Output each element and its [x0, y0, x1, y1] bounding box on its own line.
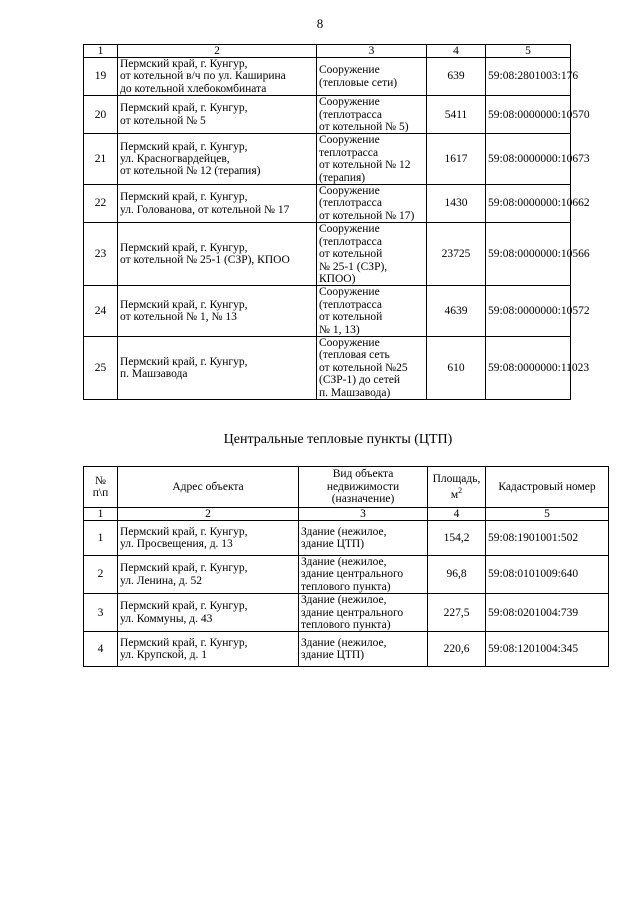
cadastral-number: 59:08:0000000:10572 [486, 286, 571, 337]
table-row [84, 521, 609, 556]
row-number: 1 [84, 521, 118, 556]
section-title: Центральные тепловые пункты (ЦТП) [223, 432, 453, 447]
cadastral-number: 59:08:0000000:10570 [486, 96, 571, 134]
header-area: Площадь, $м^2$ [428, 467, 486, 508]
object-kind: Сооружение (тепловая сеть от котельной №25 (СЗР-1) до сетей п. Машзавода) [317, 336, 427, 399]
object-address: Пермский край, г. Кунгур, от котельной № 25-1 (СЗР), КПОО [118, 223, 317, 286]
table-row [84, 58, 571, 96]
col-number: 3 [299, 508, 428, 521]
object-address: Пермский край, г. Кунгур, от котельной № 1, № 13 [118, 286, 317, 337]
column-number-row [84, 45, 571, 58]
object-kind: Здание (нежилое, здание центрального теплового пункта) [299, 594, 428, 632]
object-kind: Сооружение (теплотрасса от котельной № 17) [317, 185, 427, 223]
cadastral-number: 59:08:0101009:640 [486, 556, 609, 594]
object-length: 4639 [427, 286, 486, 337]
header-address: Адрес объекта [118, 467, 299, 508]
col-number: 3 [317, 45, 427, 58]
col-number: 1 [84, 45, 118, 58]
row-number: 24 [84, 286, 118, 337]
object-area: 227,5 [428, 594, 486, 632]
col-number: 1 [84, 508, 118, 521]
table-row [84, 223, 571, 286]
object-kind: Сооружение теплотрасса от котельной № 12 (терапия) [317, 134, 427, 185]
object-kind: Здание (нежилое, здание ЦТП) [299, 521, 428, 556]
row-number: 22 [84, 185, 118, 223]
col-number: 5 [486, 508, 609, 521]
col-number: 2 [118, 45, 317, 58]
row-number: 23 [84, 223, 118, 286]
table-row [84, 594, 609, 632]
object-area: 220,6 [428, 632, 486, 667]
cadastral-number: 59:08:0000000:10662 [486, 185, 571, 223]
cadastral-number: 59:08:0000000:10566 [486, 223, 571, 286]
page-number: 8 [316, 16, 324, 31]
object-length: 5411 [427, 96, 486, 134]
object-length: 639 [427, 58, 486, 96]
object-kind: Сооружение (теплотрасса от котельной № 25-1 (СЗР), КПОО) [317, 223, 427, 286]
object-kind: Здание (нежилое, здание центрального теплового пункта) [299, 556, 428, 594]
heat-points-table [83, 466, 609, 667]
row-number: 19 [84, 58, 118, 96]
cadastral-number: 59:08:0201004:739 [486, 594, 609, 632]
row-number: 25 [84, 336, 118, 399]
cadastral-number: 59:08:1901001:502 [486, 521, 609, 556]
table-row [84, 96, 571, 134]
object-length: 1430 [427, 185, 486, 223]
cadastral-number: 59:08:0000000:11023 [486, 336, 571, 399]
col-number: 5 [486, 45, 571, 58]
row-number: 20 [84, 96, 118, 134]
table-row [84, 286, 571, 337]
header-cadastral: Кадастровый номер [486, 467, 609, 508]
row-number: 2 [84, 556, 118, 594]
row-number: 4 [84, 632, 118, 667]
object-area: 96,8 [428, 556, 486, 594]
col-number: 2 [118, 508, 299, 521]
object-length: 610 [427, 336, 486, 399]
table-row [84, 336, 571, 399]
object-kind: Сооружение (теплотрасса от котельной № 5) [317, 96, 427, 134]
table-row [84, 556, 609, 594]
object-length: 23725 [427, 223, 486, 286]
object-area: 154,2 [428, 521, 486, 556]
object-address: Пермский край, г. Кунгур, ул. Красногвардейцев, от котельной № 12 (терапия) [118, 134, 317, 185]
row-number: 21 [84, 134, 118, 185]
row-number: 3 [84, 594, 118, 632]
object-kind: Сооружение (тепловые сети) [317, 58, 427, 96]
object-address: Пермский край, г. Кунгур, ул. Просвещения, д. 13 [118, 521, 299, 556]
object-address: Пермский край, г. Кунгур, п. Машзавода [118, 336, 317, 399]
table-row [84, 185, 571, 223]
object-address: Пермский край, г. Кунгур, от котельной № 5 [118, 96, 317, 134]
header-kind: Вид объекта недвижимости (назначение) [299, 467, 428, 508]
heating-networks-table [83, 44, 590, 400]
cadastral-number: 59:08:2801003:176 [486, 58, 571, 96]
table-row [84, 134, 571, 185]
cadastral-number: 59:08:1201004:345 [486, 632, 609, 667]
object-length: 1617 [427, 134, 486, 185]
col-number: 4 [427, 45, 486, 58]
object-address: Пермский край, г. Кунгур, от котельной в/ч по ул. Каширина до котельной хлебокомбината [118, 58, 317, 96]
col-number: 4 [428, 508, 486, 521]
table-row [84, 632, 609, 667]
object-kind: Сооружение (теплотрасса от котельной № 1, 13) [317, 286, 427, 337]
object-kind: Здание (нежилое, здание ЦТП) [299, 632, 428, 667]
header-num: № п\п [84, 467, 118, 508]
column-number-row [84, 508, 609, 521]
header-row [84, 467, 609, 508]
object-address: Пермский край, г. Кунгур, ул. Коммуны, д. 43 [118, 594, 299, 632]
object-address: Пермский край, г. Кунгур, ул. Ленина, д. 52 [118, 556, 299, 594]
object-address: Пермский край, г. Кунгур, ул. Крупской, д. 1 [118, 632, 299, 667]
object-address: Пермский край, г. Кунгур, ул. Голованова, от котельной № 17 [118, 185, 317, 223]
cadastral-number: 59:08:0000000:10673 [486, 134, 571, 185]
